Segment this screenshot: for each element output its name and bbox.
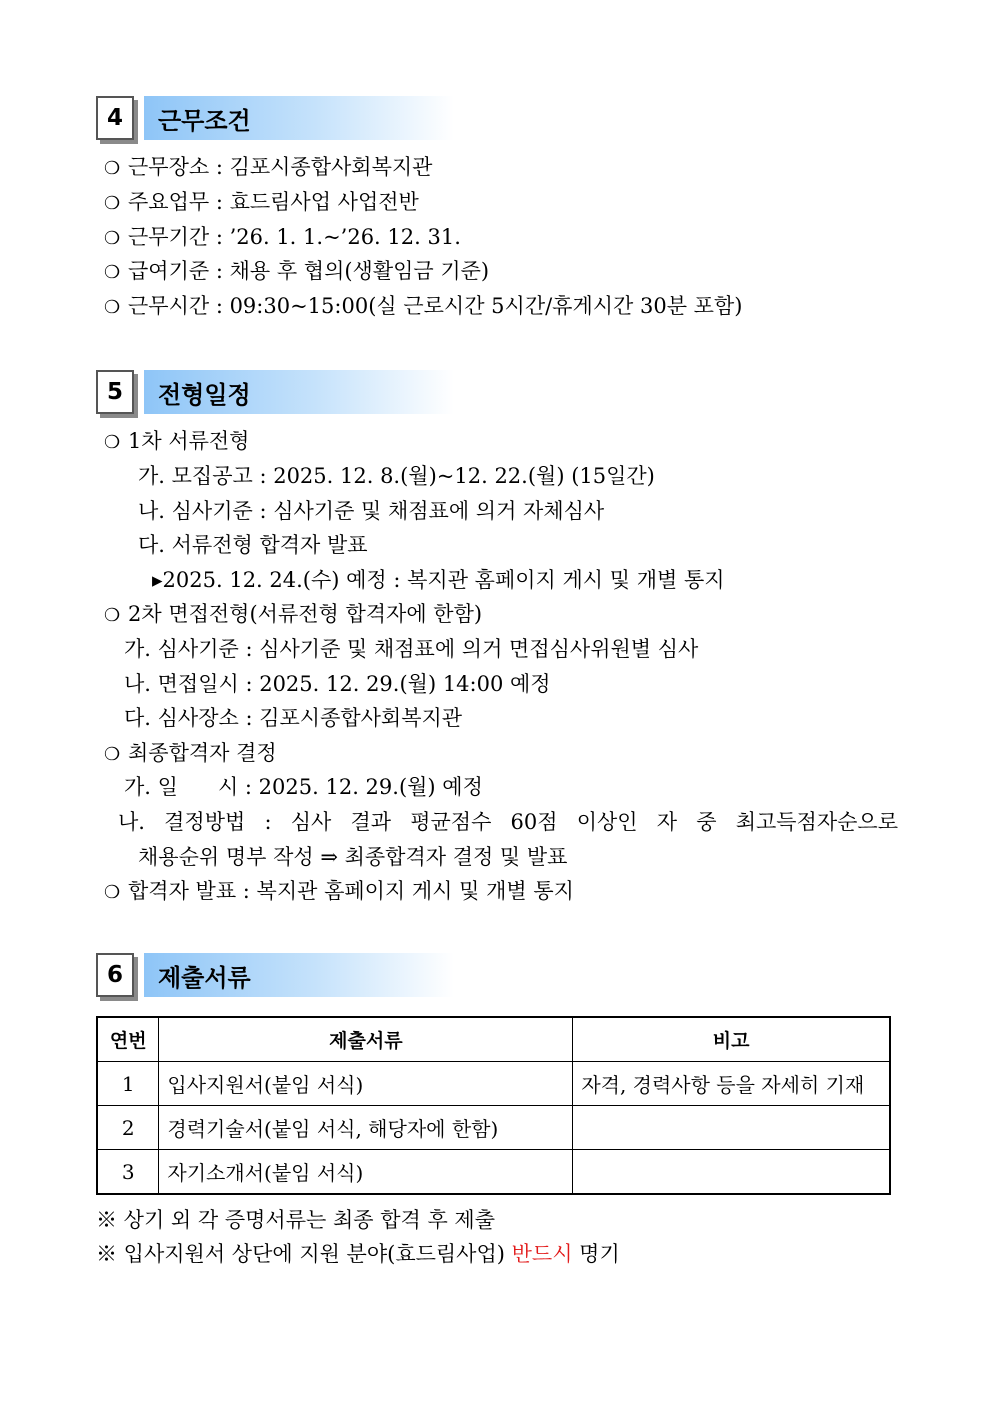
section-4-header <box>96 96 454 142</box>
cell-document: 자기소개서(붙임 서식) <box>159 1150 573 1195</box>
section-title: 근무조건 <box>144 96 454 140</box>
column-header-remarks: 비고 <box>573 1017 890 1062</box>
circle-bullet-icon: ❍ <box>104 605 121 626</box>
cell-remarks <box>573 1150 890 1195</box>
list-item: ❍ 근무장소 : 김포시종합사회복지관 <box>104 153 432 183</box>
circle-bullet-icon: ❍ <box>104 744 121 765</box>
list-item: ❍ 근무기간 : ’26. 1. 1.~’26. 12. 31. <box>104 223 461 253</box>
sub-item: 가. 심사기준 : 심사기준 및 채점표에 의거 면접심사위원별 심사 <box>124 637 699 661</box>
emphasis-text: 반드시 <box>511 1242 573 1266</box>
list-item: ❍ 최종합격자 결정 <box>104 739 277 769</box>
cell-document: 경력기술서(붙임 서식, 해당자에 한함) <box>159 1106 573 1150</box>
list-item: ❍ 1차 서류전형 <box>104 427 249 457</box>
sub-item: 다. 심사장소 : 김포시종합사회복지관 <box>124 706 463 730</box>
list-item: ❍ 주요업무 : 효드림사업 사업전반 <box>104 188 419 218</box>
list-item: ❍ 근무시간 : 09:30~15:00(실 근로시간 5시간/휴게시간 30분 포함) <box>104 292 742 322</box>
list-item: ❍ 2차 면접전형(서류전형 합격자에 한함) <box>104 600 482 630</box>
documents-table <box>96 1016 891 1195</box>
sub-item: 나. 심사기준 : 심사기준 및 채점표에 의거 자체심사 <box>138 499 605 523</box>
cell-no: 3 <box>97 1150 159 1195</box>
section-5-header <box>96 370 454 416</box>
sub-item: 나. 면접일시 : 2025. 12. 29.(월) 14:00 예정 <box>124 672 551 696</box>
circle-bullet-icon: ❍ <box>104 193 121 214</box>
sub-item-justified: 나. 결정방법 : 심사 결과 평균점수 60점 이상인 자 중 최고득점자순으로 <box>118 810 898 834</box>
sub-item: 다. 서류전형 합격자 발표 <box>138 533 368 557</box>
section-number: 6 <box>96 953 134 997</box>
list-item: ❍ 급여기준 : 채용 후 협의(생활임금 기준) <box>104 257 489 287</box>
cell-document: 입사지원서(붙임 서식) <box>159 1062 573 1106</box>
circle-bullet-icon: ❍ <box>104 882 121 903</box>
column-header-no: 연번 <box>97 1017 159 1062</box>
sub-item: 가. 일 시 : 2025. 12. 29.(월) 예정 <box>124 775 483 799</box>
table-header-row <box>97 1017 890 1062</box>
note-2: ※ 입사지원서 상단에 지원 분야(효드림사업) 반드시 명기 <box>96 1242 620 1266</box>
section-6-header <box>96 953 454 999</box>
cell-no: 1 <box>97 1062 159 1106</box>
column-header-document: 제출서류 <box>159 1017 573 1062</box>
note-1: ※ 상기 외 각 증명서류는 최종 합격 후 제출 <box>96 1208 495 1232</box>
section-title: 제출서류 <box>144 953 454 997</box>
circle-bullet-icon: ❍ <box>104 228 121 249</box>
circle-bullet-icon: ❍ <box>104 262 121 283</box>
sub-item-continued: 채용순위 명부 작성 ⇒ 최종합격자 결정 및 발표 <box>138 845 568 869</box>
section-title: 전형일정 <box>144 370 454 414</box>
cell-remarks: 자격, 경력사항 등을 자세히 기재 <box>573 1062 890 1106</box>
table-row <box>97 1150 890 1195</box>
sub-item: 가. 모집공고 : 2025. 12. 8.(월)~12. 22.(월) (15일간) <box>138 464 655 488</box>
section-number: 4 <box>96 96 134 140</box>
circle-bullet-icon: ❍ <box>104 432 121 453</box>
table-row <box>97 1106 890 1150</box>
section-number: 5 <box>96 370 134 414</box>
sub-sub-item: ▸2025. 12. 24.(수) 예정 : 복지관 홈페이지 게시 및 개별 통지 <box>152 568 725 592</box>
circle-bullet-icon: ❍ <box>104 297 121 318</box>
table-row <box>97 1062 890 1106</box>
circle-bullet-icon: ❍ <box>104 158 121 179</box>
cell-no: 2 <box>97 1106 159 1150</box>
list-item: ❍ 합격자 발표 : 복지관 홈페이지 게시 및 개별 통지 <box>104 877 574 907</box>
cell-remarks <box>573 1106 890 1150</box>
